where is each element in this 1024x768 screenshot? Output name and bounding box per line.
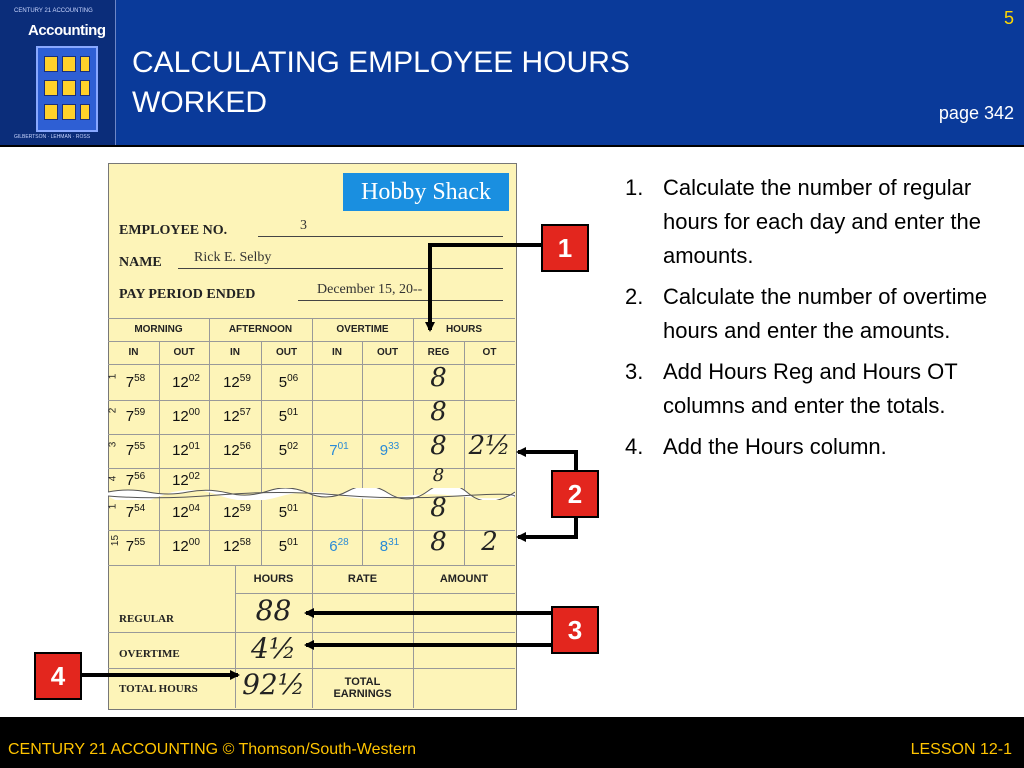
pay-period-value: December 15, 20--	[317, 282, 423, 297]
slide-title-line2: WORKED	[132, 86, 267, 119]
subheader-ot: OT	[482, 347, 497, 358]
slide-title	[132, 43, 630, 123]
time-entry-a-in: $12^{59}$	[223, 502, 251, 521]
book-cover-authors: GILBERTSON · LEHMAN · ROSS	[14, 134, 91, 140]
time-entry-m-out: $12^{00}$	[172, 406, 200, 425]
subheader-in: IN	[128, 347, 139, 358]
time-entry-m-out: $12^{00}$	[172, 537, 200, 555]
overtime-label: OVERTIME	[119, 648, 180, 660]
footer-copyright: CENTURY 21 ACCOUNTING © Thomson/South-Western	[8, 741, 417, 758]
callout-3: 3	[551, 606, 599, 654]
total-earnings-label	[312, 676, 413, 700]
footer-lesson: LESSON 12-1	[910, 741, 1012, 758]
time-entry-a-out: $5^{02}$	[278, 440, 299, 459]
torn-edge-graphic	[108, 488, 515, 500]
subheader-in: IN	[230, 347, 240, 358]
summary-header-amount: AMOUNT	[439, 573, 489, 585]
slide-title-line1: CALCULATING EMPLOYEE HOURS	[132, 46, 630, 79]
callout-4: 4	[34, 652, 82, 700]
time-entry-m-out: $12^{02}$	[172, 471, 200, 489]
row-day-number: 4	[107, 475, 119, 482]
header-afternoon: AFTERNOON	[228, 324, 293, 335]
total-earnings-label-line1: TOTAL	[344, 676, 381, 688]
overtime-hours-entry: 2½	[468, 431, 511, 461]
time-entry-m-in: $7^{56}$	[125, 471, 146, 489]
time-entry-m-in: $7^{54}$	[125, 502, 146, 521]
time-entry-a-out: $5^{01}$	[278, 537, 299, 555]
subheader-reg: REG	[427, 347, 450, 358]
employee-no-value: 3	[300, 218, 307, 233]
book-cover-series: CENTURY 21 ACCOUNTING	[14, 8, 93, 14]
subheader-out: OUT	[173, 347, 195, 358]
time-entry-m-in: $7^{55}$	[125, 537, 146, 555]
time-entry-o-in: $7^{01}$	[329, 440, 349, 459]
company-name: Hobby Shack	[343, 173, 509, 211]
total-hours-value: 92½	[242, 668, 305, 701]
regular-hours-total: 88	[255, 594, 292, 627]
row-day-number: 3	[107, 441, 119, 448]
book-cover-image	[0, 0, 116, 145]
time-entry-a-out: $5^{01}$	[278, 406, 299, 425]
row-day-number: 1	[107, 373, 119, 380]
time-entry-a-in: $12^{56}$	[223, 440, 251, 459]
instruction-step-2: 2. Calculate the number of overtime hours and enter the amounts.	[625, 284, 988, 343]
callout-2: 2	[551, 470, 599, 518]
time-entry-m-out: $12^{02}$	[172, 372, 200, 391]
time-entry-m-out: $12^{04}$	[172, 502, 200, 521]
total-earnings-label-line2: EARNINGS	[333, 688, 392, 700]
book-cover-brand: Accounting	[28, 22, 106, 39]
time-entry-a-in: $12^{57}$	[223, 406, 251, 425]
instruction-step-1: 1. Calculate the number of regular hours for each day and enter the amounts.	[625, 175, 981, 268]
row-day-number: 2	[107, 407, 119, 414]
pay-period-label: PAY PERIOD ENDED	[119, 287, 256, 302]
time-entry-m-in: $7^{59}$	[125, 406, 146, 425]
row-day-number: 1	[107, 503, 119, 510]
regular-hours-entry: 8	[430, 431, 447, 461]
callout-1: 1	[541, 224, 589, 272]
slide-number: 5	[1003, 8, 1014, 28]
header-overtime: OVERTIME	[336, 324, 389, 335]
time-entry-a-out: $5^{01}$	[278, 502, 299, 521]
summary-header-rate: RATE	[347, 573, 378, 585]
header-hours: HOURS	[445, 324, 483, 335]
header-morning: MORNING	[134, 324, 183, 335]
instruction-step-4: 4. Add the Hours column.	[625, 434, 887, 459]
time-entry-m-in: $7^{55}$	[125, 440, 146, 459]
time-entry-m-in: $7^{58}$	[125, 372, 146, 391]
time-entry-a-in: $12^{59}$	[223, 372, 251, 391]
time-entry-a-out: $5^{06}$	[278, 372, 299, 391]
subheader-in: IN	[332, 347, 342, 358]
subheader-out: OUT	[275, 347, 298, 358]
subheader-out: OUT	[376, 347, 399, 358]
time-entry-o-out: $9^{33}$	[379, 440, 400, 459]
regular-hours-entry: 8	[430, 397, 447, 427]
instruction-step-3: 3. Add Hours Reg and Hours OT columns and enter the totals.	[625, 359, 958, 418]
arrow-2-top	[518, 452, 576, 470]
overtime-hours-entry: 2	[481, 527, 498, 557]
instruction-list	[625, 171, 995, 471]
overtime-hours-total: 4½	[251, 632, 296, 665]
time-entry-o-out: $8^{31}$	[379, 537, 400, 555]
regular-hours-entry: 8	[430, 363, 447, 393]
employee-name: Rick E. Selby	[194, 250, 272, 265]
time-entry-o-in: $6^{28}$	[329, 537, 349, 555]
time-entry-a-in: $12^{58}$	[223, 537, 251, 555]
total-hours-label: TOTAL HOURS	[119, 683, 198, 695]
name-label: NAME	[119, 255, 162, 270]
regular-hours-entry: 8	[430, 527, 447, 557]
page-reference: page 342	[938, 103, 1014, 123]
row-day-number: 15	[110, 534, 122, 547]
summary-header-hours: HOURS	[253, 573, 294, 585]
regular-hours-entry: 8	[430, 493, 447, 523]
arrow-2-bottom	[518, 516, 576, 537]
time-entry-m-out: $12^{01}$	[172, 440, 200, 459]
regular-hours-entry: 8	[432, 465, 445, 486]
employee-no-label: EMPLOYEE NO.	[119, 223, 228, 238]
regular-label: REGULAR	[119, 613, 175, 625]
book-cover-building-icon	[36, 46, 98, 132]
